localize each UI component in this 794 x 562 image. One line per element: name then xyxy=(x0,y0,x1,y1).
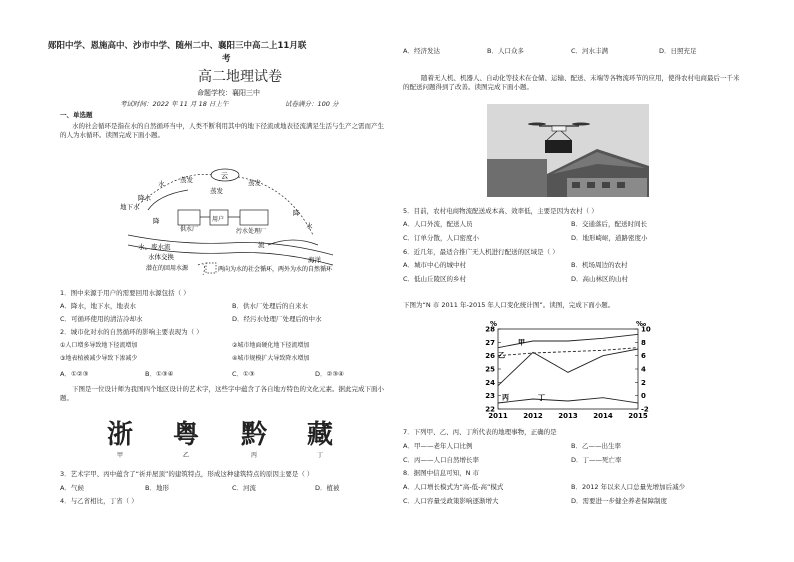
supply-plant-label: 供水厂 xyxy=(180,226,199,233)
q7-stem: 7．下列甲、乙、丙、丁所代表的地理事物，正确的是 xyxy=(403,428,557,436)
evaporation-label-2: 蒸发 xyxy=(210,187,223,195)
q4-option-a[interactable]: A．经济发达 xyxy=(403,47,440,55)
q4-stem: 4．与乙省相比，丁省（ ） xyxy=(60,497,138,505)
right-tick-label: 10 xyxy=(641,325,651,334)
diagram-legend: 两向为水的社会循环，两外为水的自然循环 xyxy=(218,266,333,273)
series-label-丙: 丙 xyxy=(502,393,509,402)
left-tick-label: 22 xyxy=(485,405,495,414)
water-exchange-label: 水体交换 xyxy=(148,253,174,261)
q5-option-b[interactable]: B．交通落后，配送时间长 xyxy=(571,220,647,228)
x-tick-label: 2014 xyxy=(593,412,613,420)
q3-option-a[interactable]: A．气候 xyxy=(60,484,84,492)
sewage-plant-label: 污水处理厂 xyxy=(236,228,267,235)
section-heading: 一、单选题 xyxy=(60,111,93,119)
series-line-乙 xyxy=(498,348,638,356)
right-tick-label: 8 xyxy=(641,338,646,347)
q7-option-b[interactable]: B．乙——出生率 xyxy=(571,442,621,450)
x-tick-label: 2013 xyxy=(558,412,578,420)
paper-title: 高二地理试卷 xyxy=(198,69,282,85)
left-tick-label: 27 xyxy=(485,338,495,347)
q1-stem: 1．图中来源于用户的需要回用水源包括（ ） xyxy=(60,289,190,297)
right-tick-label: -2 xyxy=(641,405,649,414)
q8-stem: 8．据图中信息可知，N 市 xyxy=(403,469,480,477)
q2-statement-3: ③地表植被减少导致下渗减少 xyxy=(60,355,138,362)
x-tick-label: 2012 xyxy=(523,412,543,420)
q7-option-a[interactable]: A．甲——老年人口比例 xyxy=(403,442,473,450)
drone-delivery-photo xyxy=(487,104,649,197)
left-tick-label: 24 xyxy=(485,378,495,387)
left-tick-label: 25 xyxy=(485,365,495,374)
exam-time: 考试时间：2022 年 11 月 18 日上午 xyxy=(120,100,229,108)
series-label-甲: 甲 xyxy=(518,338,525,347)
precipitation-label-4: 降 xyxy=(153,217,160,225)
q2-statement-2: ②城市地面硬化地下径流增加 xyxy=(232,342,310,349)
right-tick-label: 6 xyxy=(641,352,646,361)
q8-option-c[interactable]: C．人口容量受政策影响逐渐增大 xyxy=(403,497,499,505)
x-tick-label: 2011 xyxy=(488,412,508,420)
diagram-cloud-label: 云 xyxy=(221,172,228,180)
potential-reuse-label: 潜在的回用水源 xyxy=(146,265,189,272)
series-label-丁: 丁 xyxy=(538,394,545,402)
sewage-plant-box xyxy=(240,210,268,225)
flow-label: 流 xyxy=(258,241,265,249)
series-label-乙: 乙 xyxy=(498,351,505,360)
q3-stem: 3．艺术字甲、丙中蕴含了“祈并屋顶”的建筑特点，形成这种建筑特点的原因主要是（ ） xyxy=(60,470,314,478)
q6-stem: 6．近几年，最适合推广无人机进行配送的区域是（ ） xyxy=(403,248,559,256)
q2-option-d[interactable]: D．②③④ xyxy=(315,370,344,378)
left-tick-label: 28 xyxy=(485,325,495,334)
q6-option-a[interactable]: A．城市中心的城中村 xyxy=(403,261,466,269)
q3-option-d[interactable]: D．植被 xyxy=(315,484,340,492)
ocean-label: 海洋 xyxy=(308,256,321,264)
q5-option-d[interactable]: D．地形崎岖，道路密度小 xyxy=(571,234,648,242)
char-guizhou: 黔 丙 xyxy=(240,420,267,459)
q3-option-b[interactable]: B．地形 xyxy=(145,484,169,492)
q2-option-a[interactable]: A．①②③ xyxy=(60,370,89,378)
left-unit-label: % xyxy=(490,320,498,328)
q8-option-d[interactable]: D．需要进一步健全养老保障制度 xyxy=(571,497,668,505)
right-tick-label: 4 xyxy=(641,365,646,374)
precipitation-label-2: 降 xyxy=(293,209,300,217)
q4-option-d[interactable]: D．日照充足 xyxy=(659,47,697,55)
river-label: 水、废水流 xyxy=(138,243,171,251)
x-tick-label: 2015 xyxy=(628,412,648,420)
q1-option-a[interactable]: A．降水，地下水，地表水 xyxy=(60,302,136,310)
q7-option-c[interactable]: C．丙——人口自然增长率 xyxy=(403,456,480,464)
q8-option-a[interactable]: A．人口增长模式为“高-低-高”模式 xyxy=(403,483,504,491)
q1-option-d[interactable]: D．经污水处理厂处理后的中水 xyxy=(232,315,322,323)
q6-option-d[interactable]: D．高山林区的山村 xyxy=(571,275,629,283)
q6-option-b[interactable]: B．机场周边的农村 xyxy=(571,261,628,269)
right-tick-label: 0 xyxy=(641,392,646,401)
intro-drone: 随着无人机、机器人、自动化等技术在仓储、运输、配送、末端等各物流环节的应用，使得农村电商最后一千米的配送问题得到了改善。读图完成下面小题。 xyxy=(403,74,740,91)
q4-option-c[interactable]: C．河水丰满 xyxy=(571,47,609,55)
water-label: 水 xyxy=(158,180,165,188)
water-cycle-diagram xyxy=(118,165,343,285)
q4-option-b[interactable]: B．人口众多 xyxy=(487,47,524,55)
evaporation-label-1: 蒸发 xyxy=(180,176,193,184)
q2-statement-4: ④城市规模扩大导致降水增加 xyxy=(232,355,310,362)
groundwater-label: 地下水 xyxy=(120,203,140,211)
q1-option-b[interactable]: B．供水厂处理后的自来水 xyxy=(232,302,308,310)
left-tick-label: 23 xyxy=(485,392,495,401)
q2-statement-1: ①人口增多导致地下径流增加 xyxy=(60,342,138,349)
q8-option-b[interactable]: B．2012 年以来人口总量先增加后减少 xyxy=(571,483,686,491)
user-label: 用户 xyxy=(212,216,225,223)
q5-option-c[interactable]: C．订单分散，人口密度小 xyxy=(403,234,480,242)
exam-title-line1: 郧阳中学、恩施高中、沙市中学、随州二中、襄阳三中高二上11月联 xyxy=(48,41,307,51)
q2-option-b[interactable]: B．①③④ xyxy=(145,370,174,378)
q6-option-c[interactable]: C．低山丘陵区的乡村 xyxy=(403,275,467,283)
intro-population-chart: 下图为“N 市 2011 年-2015 年人口变化统计图”。读图，完成下面小题。 xyxy=(403,301,615,309)
intro-calligraphy: 下图是一位设计师为我国四个地区设计的艺术字，这些字中蕴含了各自地方特色的文化元素。据此完成下面小题。 xyxy=(60,385,384,402)
population-chart xyxy=(478,317,663,422)
left-tick-label: 26 xyxy=(485,352,495,361)
q1-option-c[interactable]: C．可循环使用的清洁冷却水 xyxy=(60,315,143,323)
char-guangdong: 粤 乙 xyxy=(172,420,199,459)
q2-stem: 2．城市化对水的自然循环的影响主要表现为（ ） xyxy=(60,328,203,336)
precipitation-label: 降水 xyxy=(138,194,151,202)
calligraphy-row xyxy=(100,420,360,464)
exam-title-line2: 考 xyxy=(222,54,231,64)
q5-option-a[interactable]: A．人口外流，配送人员 xyxy=(403,220,473,228)
right-tick-label: 2 xyxy=(641,378,646,387)
intro-water-cycle: 水的社会循环是指在水的自然循环当中，人类不断利用其中的地下径流或地表径流满足生活与生产之需而产生的人为水循环。读图完成下面小题。 xyxy=(60,122,384,139)
setter-school: 命题学校：襄阳三中 xyxy=(197,89,260,97)
q2-option-c[interactable]: C．①③ xyxy=(232,370,255,378)
q5-stem: 5．目前，农村电商物流配送成本高、效率低，主要是因为农村（ ） xyxy=(403,207,598,215)
full-score: 试卷满分：100 分 xyxy=(285,100,339,108)
char-zhejiang: 浙 甲 xyxy=(106,420,133,459)
char-tibet: 藏 丁 xyxy=(306,420,333,459)
evaporation-label-3: 蒸发 xyxy=(248,179,261,187)
q3-option-c[interactable]: C．河流 xyxy=(232,484,257,492)
right-unit-label: ‰ xyxy=(636,320,647,328)
series-line-丁 xyxy=(498,398,638,403)
supply-plant-box xyxy=(178,210,200,225)
q7-option-d[interactable]: D．丁——死亡率 xyxy=(571,456,622,464)
precipitation-label-3: 水 xyxy=(306,222,313,230)
